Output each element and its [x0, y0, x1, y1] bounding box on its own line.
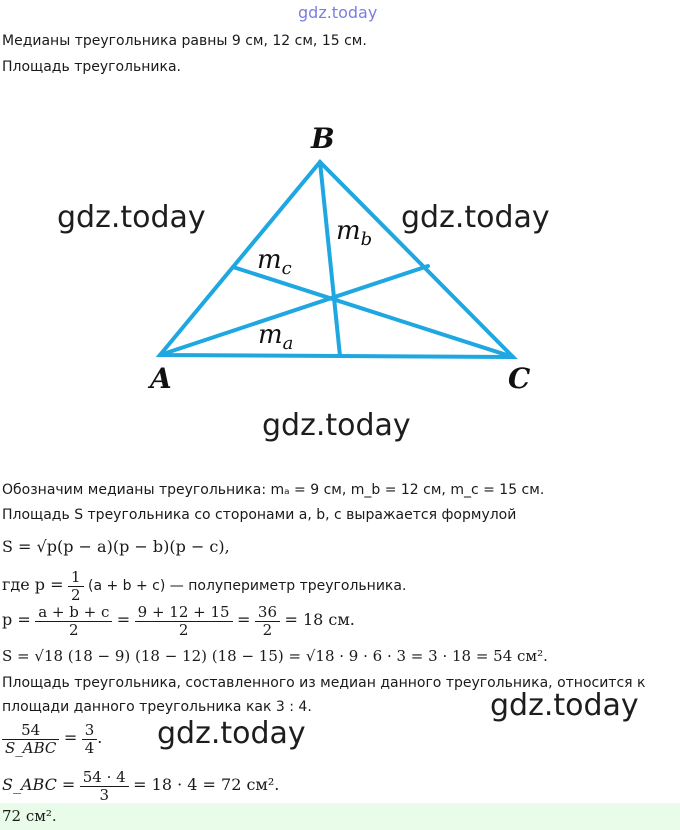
watermark-bottom: gdz.today [262, 408, 411, 443]
median-b-label: $m_b$ [336, 216, 373, 250]
median-a-line [160, 266, 428, 355]
median-b-line [320, 162, 340, 356]
fraction-one-half: $\frac{1}{2}$ [68, 569, 84, 604]
watermark-left: gdz.today [57, 200, 206, 235]
solution-area-calc: S = √18 (18 − 9) (18 − 12) (18 − 15) = √18 · 9 · 6 · 3 = 3 · 18 = 54 см². [2, 647, 548, 665]
solution-line-semiperimeter: где p = $\frac{1}{2}$ (a + b + c) — полупериметр треугольника. [2, 567, 407, 604]
median-c-label: $m_c$ [257, 245, 292, 279]
watermark-right: gdz.today [401, 200, 550, 235]
vertex-a-label: A [150, 362, 172, 395]
solution-line-ratio-2: площади данного треугольника как 3 : 4. [2, 699, 312, 715]
problem-line-2: Площадь треугольника. [2, 59, 181, 75]
vertex-b-label: B [311, 122, 335, 155]
solution-line-ratio-1: Площадь треугольника, составленного из медиан данного треугольника, относится к [2, 675, 646, 691]
solution-line-p-calc: p = $\frac{a + b + c}{2}$ = $\frac{9 + 12 + 15}{2}$ = $\frac{36}{2}$ = 18 см. [2, 602, 355, 639]
answer-text: 72 см². [2, 807, 57, 825]
vertex-c-label: C [508, 362, 531, 395]
watermark-lower-right: gdz.today [490, 688, 639, 723]
problem-line-1: Медианы треугольника равны 9 см, 12 см, 15 см. [2, 33, 367, 49]
triangle-figure [0, 110, 680, 400]
solution-line-1: Обозначим медианы треугольника: mₐ = 9 см, m_b = 12 см, m_c = 15 см. [2, 482, 545, 498]
solution-ratio-equation: $\frac{54}{\text{S\_ABC}}$ = $\frac{3}{4}$ . [2, 718, 102, 759]
solution-final-calc: S_ABC = $\frac{54 \cdot 4}{3}$ = 18 · 4 = 72 см². [2, 767, 280, 804]
solution-formula-heron: S = √p(p − a)(p − b)(p − c), [2, 537, 230, 556]
solution-line-2: Площадь S треугольника со сторонами a, b, c выражается формулой [2, 507, 517, 523]
watermark-lower-left: gdz.today [157, 716, 306, 751]
median-a-label: $m_a$ [258, 320, 294, 354]
site-header-link[interactable]: gdz.today [298, 3, 378, 22]
answer-box [0, 803, 680, 830]
